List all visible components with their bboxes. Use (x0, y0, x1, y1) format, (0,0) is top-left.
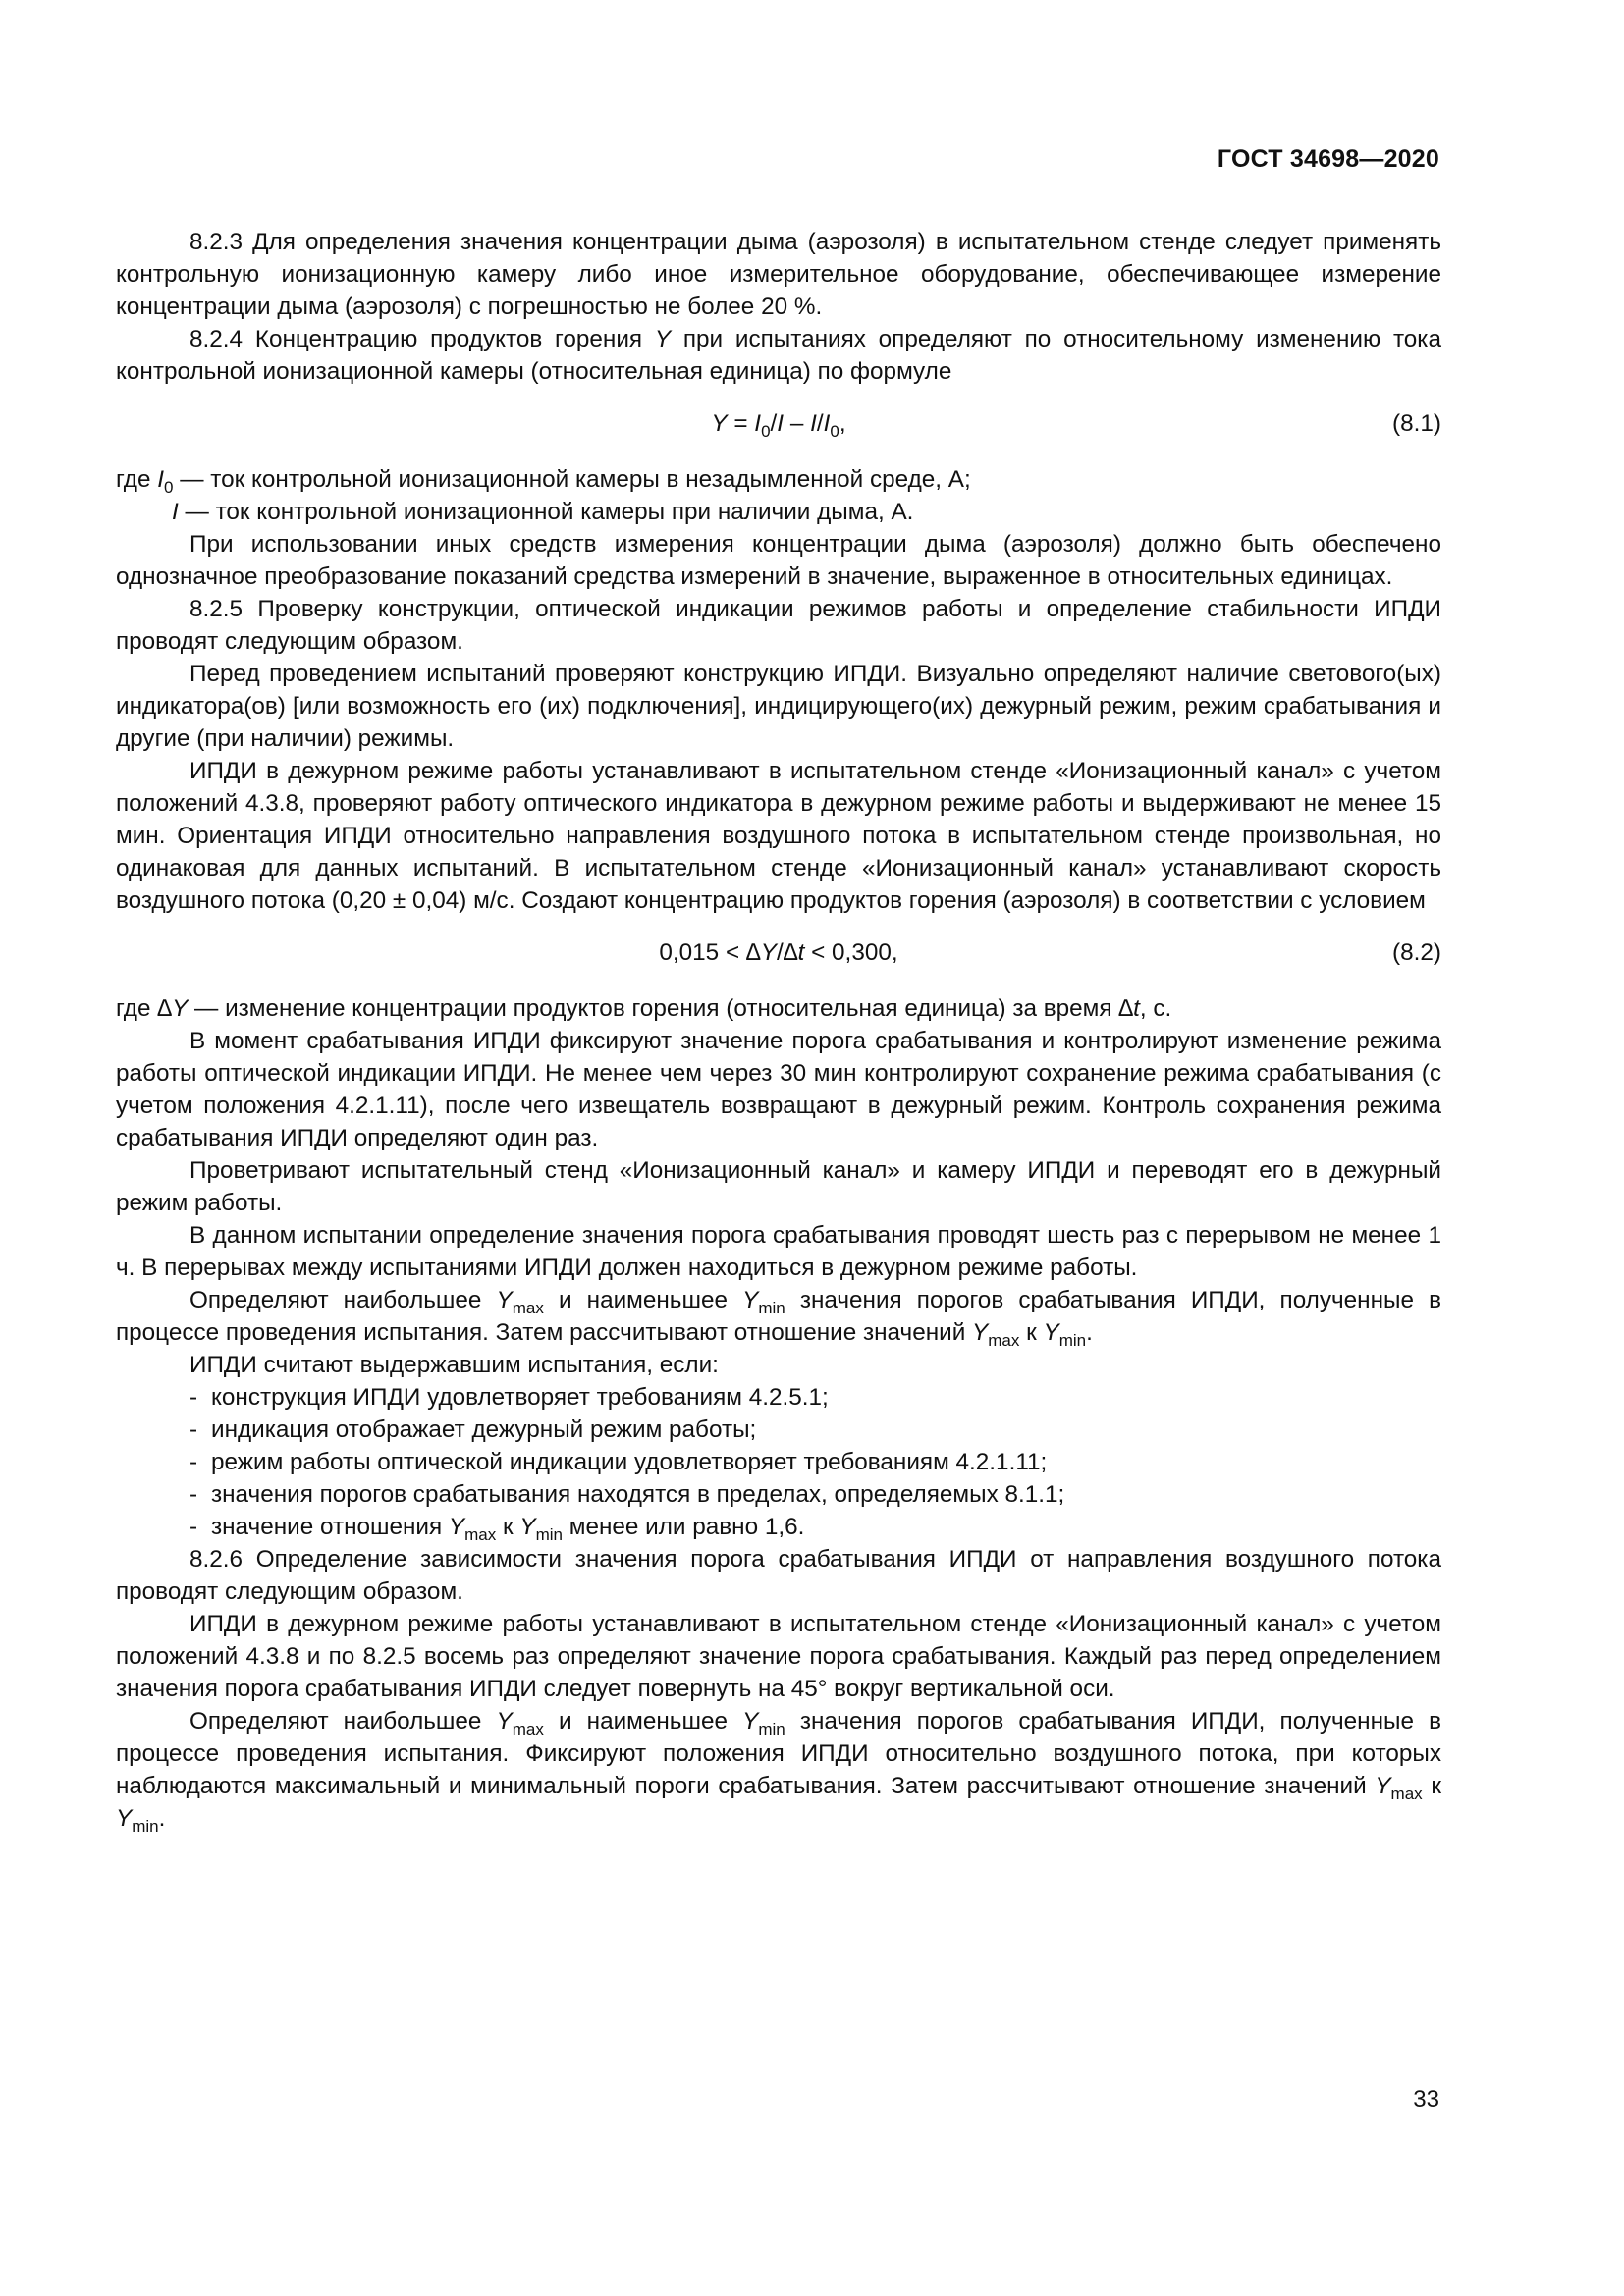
formula-8-1-number: (8.1) (1392, 410, 1441, 437)
paragraph-ventilate: Проветривают испытательный стенд «Ионизационный канал» и камеру ИПДИ и переводят его в дежурный режим работы. (116, 1157, 1441, 1216)
where-clause-i0: где $I_0$ — ток контрольной ионизационной камеры в незадымленной среде, А; (116, 466, 971, 497)
list-item: - значение отношения $Y_{max}$ к $Y_{min}$ менее или равно 1,6. (189, 1514, 805, 1544)
document-header: ГОСТ 34698—2020 (1217, 145, 1439, 173)
paragraph-before-testing: Перед проведением испытаний проверяют конструкцию ИПДИ. Визуально определяют наличие светового(ых) индикатора(ов) [или возможность его (их) подключения], индицирующего(их) дежурный режим, режим срабатывания и другие (при наличии) режимы. (116, 661, 1441, 752)
paragraph-8-2-4: 8.2.4 Концентрацию продуктов горения Y при испытаниях определяют по относительному изменению тока контрольной ионизационной камеры (относительная единица) по формуле (116, 326, 1441, 385)
where-clause-i: I — ток контрольной ионизационной камеры при наличии дыма, А. (172, 499, 914, 525)
paragraph-passed-if: ИПДИ считают выдержавшим испытания, если: (189, 1352, 719, 1378)
paragraph-determine-2: Определяют наибольшее $Y_{max}$ и наименьшее $Y_{min}$ значения порогов срабатывания ИПДИ, полученные в процессе проведения испытания. Фиксируют положения ИПДИ относительно воздушного потока, при которых наблюдаются максимальный и минимальный пороги срабатывания. Затем рассчитывают отношение значений $Y_{max}$ к $Y_{min}$. (116, 1708, 1441, 1836)
formula-8-2 (116, 936, 1441, 969)
list-item: - режим работы оптической индикации удовлетворяет требованиям 4.2.1.11; (189, 1449, 1048, 1475)
paragraph-six-times: В данном испытании определение значения порога срабатывания проводят шесть раз с перерывом не менее 1 ч. В перерывах между испытаниями ИПДИ должен находиться в дежурном режиме работы. (116, 1222, 1441, 1281)
formula-8-2-expression: 0,015 < ∆Y/∆t < 0,300, (659, 939, 898, 966)
formula-8-1 (116, 407, 1441, 440)
list-item: - значения порогов срабатывания находятся в пределах, определяемых 8.1.1; (189, 1481, 1065, 1508)
page-number: 33 (1413, 2086, 1439, 2112)
paragraph-8-2-5: 8.2.5 Проверку конструкции, оптической индикации режимов работы и определение стабильности ИПДИ проводят следующим образом. (116, 596, 1441, 655)
paragraph-8-2-6: 8.2.6 Определение зависимости значения порога срабатывания ИПДИ от направления воздушного потока проводят следующим образом. (116, 1546, 1441, 1605)
paragraph-other-means: При использовании иных средств измерения концентрации дыма (аэрозоля) должно быть обеспечено однозначное преобразование показаний средства измерений в значение, выраженное в относительных единицах. (116, 531, 1441, 590)
criteria-list (116, 1381, 1441, 1543)
paragraph-moment: В момент срабатывания ИПДИ фиксируют значение порога срабатывания и контролируют изменение режима работы оптической индикации ИПДИ. Не менее чем через 30 мин контролируют сохранение режима срабатывания (с учетом положения 4.2.1.11), после чего извещатель возвращают в дежурный режим. Контроль сохранения режима срабатывания ИПДИ определяют один раз. (116, 1028, 1441, 1151)
formula-8-2-number: (8.2) (1392, 939, 1441, 966)
where-clause-dy: где ∆Y — изменение концентрации продуктов горения (относительная единица) за время ∆t, с. (116, 995, 1172, 1022)
paragraph-ipdi-eight: ИПДИ в дежурном режиме работы устанавливают в испытательном стенде «Ионизационный канал» с учетом положений 4.3.8 и по 8.2.5 восемь раз определяют значение порога срабатывания. Каждый раз перед определением значения порога срабатывания ИПДИ следует повернуть на 45° вокруг вертикальной оси. (116, 1611, 1441, 1702)
paragraph-determine-1: Определяют наибольшее $Y_{max}$ и наименьшее $Y_{min}$ значения порогов срабатывания ИПДИ, полученные в процессе проведения испытания. Затем рассчитывают отношение значений $Y_{max}$ к $Y_{min}$. (116, 1287, 1441, 1350)
list-item: - индикация отображает дежурный режим работы; (189, 1416, 757, 1443)
document-body (116, 226, 1441, 1835)
formula-8-1-expression: $Y = I_0/I - I/I_0$, (711, 410, 846, 441)
paragraph-8-2-3: 8.2.3 Для определения значения концентрации дыма (аэрозоля) в испытательном стенде следует применять контрольную ионизационную камеру либо иное измерительное оборудование, обеспечивающее измерение концентрации дыма (аэрозоля) с погрешностью не более 20 %. (116, 229, 1441, 320)
paragraph-ipdi-stand: ИПДИ в дежурном режиме работы устанавливают в испытательном стенде «Ионизационный канал» с учетом положений 4.3.8, проверяют работу оптического индикатора в дежурном режиме работы и выдерживают не менее 15 мин. Ориентация ИПДИ относительно направления воздушного потока в испытательном стенде произвольная, но одинаковая для данных испытаний. В испытательном стенде «Ионизационный канал» устанавливают скорость воздушного потока (0,20 ± 0,04) м/с. Создают концентрацию продуктов горения (аэрозоля) в соответствии с условием (116, 758, 1441, 914)
list-item: - конструкция ИПДИ удовлетворяет требованиям 4.2.5.1; (189, 1384, 829, 1411)
